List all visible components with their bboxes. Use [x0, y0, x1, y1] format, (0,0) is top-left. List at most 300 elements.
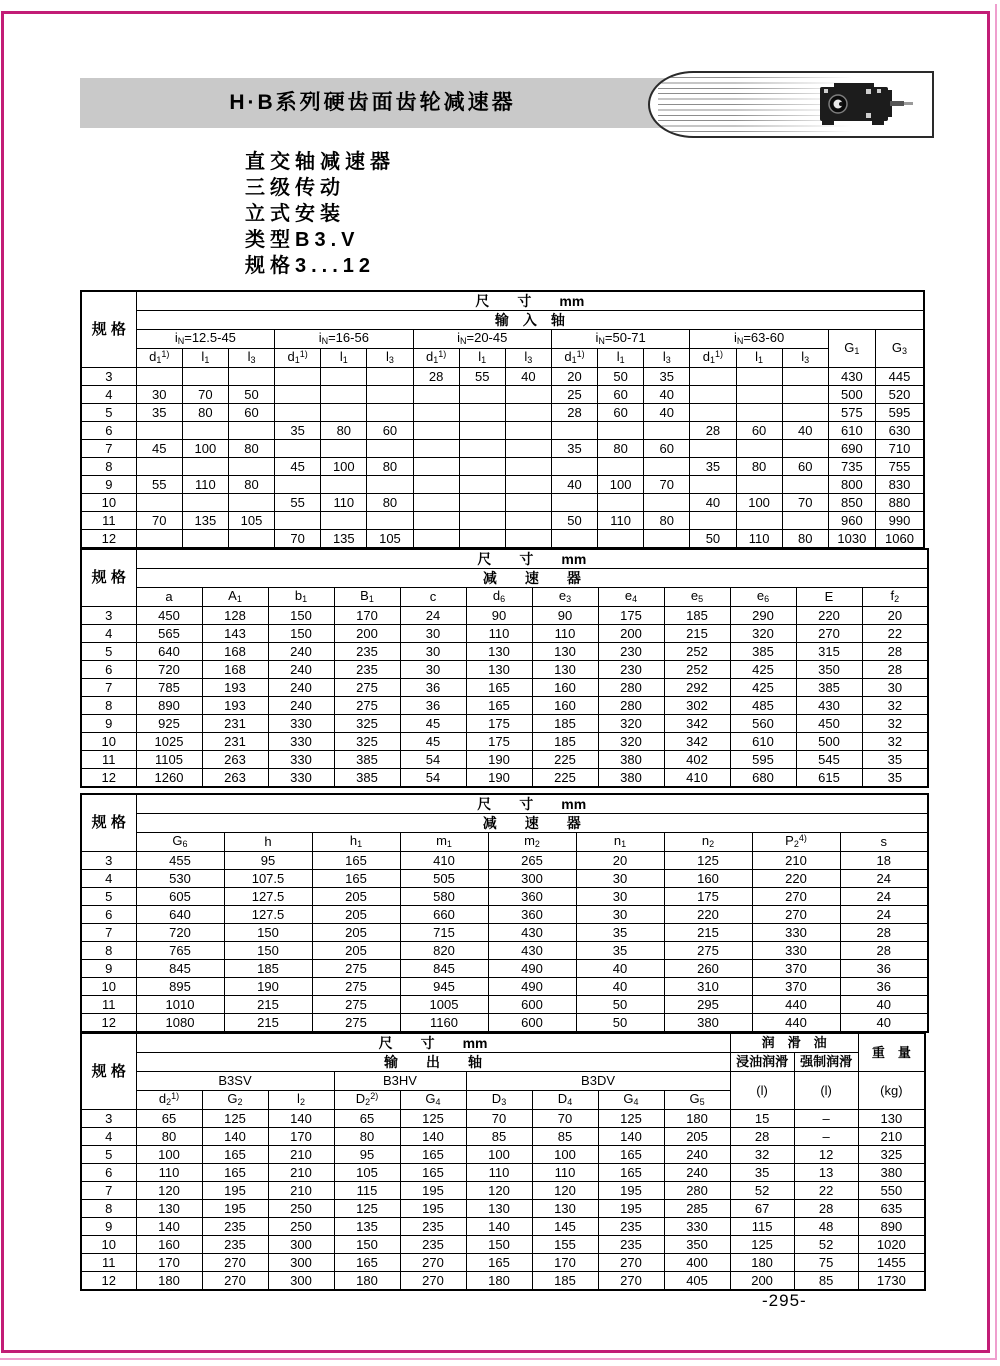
- value-cell: 270: [598, 1254, 664, 1272]
- value-cell: 40: [576, 978, 664, 996]
- spec-cell: 9: [81, 715, 136, 733]
- value-cell: 60: [782, 458, 828, 476]
- value-cell: 180: [136, 1272, 202, 1291]
- value-cell: [782, 440, 828, 458]
- value-cell: 30: [862, 679, 928, 697]
- value-cell: 190: [224, 978, 312, 996]
- value-cell: 140: [136, 1218, 202, 1236]
- value-cell: 165: [202, 1146, 268, 1164]
- col-header: $m_2$: [488, 833, 576, 852]
- value-cell: 45: [400, 715, 466, 733]
- value-cell: 130: [466, 661, 532, 679]
- value-cell: 60: [598, 386, 644, 404]
- col-header: $l_3$: [782, 349, 828, 368]
- value-cell: 175: [598, 607, 664, 625]
- value-cell: 550: [858, 1182, 925, 1200]
- value-cell: 170: [136, 1254, 202, 1272]
- value-cell: 735: [828, 458, 875, 476]
- value-cell: 150: [334, 1236, 400, 1254]
- value-cell: 127.5: [224, 906, 312, 924]
- value-cell: 70: [532, 1110, 598, 1128]
- value-cell: 275: [312, 960, 400, 978]
- value-cell: 450: [136, 607, 202, 625]
- value-cell: 325: [858, 1146, 925, 1164]
- value-cell: 300: [268, 1254, 334, 1272]
- value-cell: [459, 494, 505, 512]
- col-header: $B_1$: [334, 588, 400, 607]
- value-cell: 210: [268, 1182, 334, 1200]
- spec-cell: 9: [81, 476, 136, 494]
- value-cell: 125: [202, 1110, 268, 1128]
- value-cell: 30: [400, 661, 466, 679]
- table-row: [81, 870, 928, 888]
- value-cell: 85: [466, 1128, 532, 1146]
- table-row: [81, 625, 928, 643]
- value-cell: 430: [488, 942, 576, 960]
- value-cell: 165: [202, 1164, 268, 1182]
- value-cell: 135: [321, 530, 367, 549]
- spec-cell: 11: [81, 996, 136, 1014]
- table-row: [81, 733, 928, 751]
- spec-cell: 11: [81, 1254, 136, 1272]
- table-row: [81, 697, 928, 715]
- table-row: [81, 1254, 925, 1272]
- value-cell: 270: [400, 1254, 466, 1272]
- value-cell: 160: [532, 697, 598, 715]
- value-cell: 350: [796, 661, 862, 679]
- value-cell: 60: [644, 440, 690, 458]
- value-cell: 252: [664, 643, 730, 661]
- value-cell: 50: [228, 386, 274, 404]
- value-cell: 36: [400, 697, 466, 715]
- value-cell: 120: [136, 1182, 202, 1200]
- value-cell: [459, 512, 505, 530]
- col-header: $d_6$: [466, 588, 532, 607]
- value-cell: 110: [136, 1164, 202, 1182]
- spec-cell: 6: [81, 422, 136, 440]
- value-cell: 230: [598, 643, 664, 661]
- value-cell: 680: [730, 769, 796, 788]
- table-row: [81, 1182, 925, 1200]
- value-cell: 890: [858, 1218, 925, 1236]
- spec-cell: 12: [81, 1014, 136, 1033]
- lube-col-header: 浸油润滑: [730, 1053, 794, 1072]
- col-header: $G_6$: [136, 833, 224, 852]
- value-cell: 127.5: [224, 888, 312, 906]
- value-cell: [551, 494, 597, 512]
- table-row: [81, 512, 924, 530]
- value-cell: 180: [466, 1272, 532, 1291]
- intro-line: 立式安装: [245, 203, 345, 225]
- spec-header: 规 格: [81, 549, 136, 607]
- value-cell: 80: [182, 404, 228, 422]
- value-cell: 110: [321, 494, 367, 512]
- table-row: [81, 978, 928, 996]
- value-cell: 60: [736, 422, 782, 440]
- value-cell: 520: [875, 386, 924, 404]
- value-cell: 24: [840, 888, 928, 906]
- value-cell: 55: [275, 494, 321, 512]
- value-cell: 220: [796, 607, 862, 625]
- value-cell: 235: [400, 1218, 466, 1236]
- value-cell: 235: [202, 1218, 268, 1236]
- value-cell: 220: [752, 870, 840, 888]
- value-cell: 263: [202, 751, 268, 769]
- value-cell: 235: [400, 1236, 466, 1254]
- dim-header: 尺 寸 mm: [136, 794, 928, 814]
- value-cell: 500: [796, 733, 862, 751]
- dim-header: 尺 寸 mm: [136, 1033, 730, 1053]
- value-cell: 205: [312, 888, 400, 906]
- value-cell: 168: [202, 643, 268, 661]
- value-cell: 32: [730, 1146, 794, 1164]
- value-cell: 130: [466, 643, 532, 661]
- col-header: $d_2^{1)}$: [136, 1091, 202, 1110]
- value-cell: 145: [532, 1218, 598, 1236]
- value-cell: [551, 458, 597, 476]
- value-cell: [459, 440, 505, 458]
- value-cell: 135: [334, 1218, 400, 1236]
- value-cell: 45: [136, 440, 182, 458]
- spec-cell: 12: [81, 769, 136, 788]
- value-cell: 270: [752, 906, 840, 924]
- value-cell: 110: [598, 512, 644, 530]
- value-cell: 235: [598, 1236, 664, 1254]
- gearbox-icon: [808, 77, 918, 133]
- value-cell: [598, 530, 644, 549]
- value-cell: 80: [321, 422, 367, 440]
- table-row: [81, 476, 924, 494]
- value-cell: 315: [796, 643, 862, 661]
- value-cell: [459, 422, 505, 440]
- value-cell: 405: [664, 1272, 730, 1291]
- value-cell: 210: [268, 1146, 334, 1164]
- value-cell: 1005: [400, 996, 488, 1014]
- value-cell: 325: [334, 733, 400, 751]
- col-header: $G_3$: [875, 330, 924, 368]
- value-cell: 175: [466, 715, 532, 733]
- value-cell: 125: [400, 1110, 466, 1128]
- value-cell: [551, 422, 597, 440]
- value-cell: 54: [400, 769, 466, 788]
- value-cell: 195: [400, 1200, 466, 1218]
- spec-cell: 3: [81, 607, 136, 625]
- table-row: [81, 1110, 925, 1128]
- col-header: $l_1$: [182, 349, 228, 368]
- value-cell: 205: [312, 906, 400, 924]
- table-row: [81, 960, 928, 978]
- value-cell: 610: [828, 422, 875, 440]
- value-cell: 143: [202, 625, 268, 643]
- value-cell: [136, 530, 182, 549]
- value-cell: 35: [730, 1164, 794, 1182]
- value-cell: [321, 386, 367, 404]
- value-cell: 1080: [136, 1014, 224, 1033]
- value-cell: –: [794, 1110, 858, 1128]
- col-header: a: [136, 588, 202, 607]
- value-cell: 30: [136, 386, 182, 404]
- value-cell: 455: [136, 852, 224, 870]
- value-cell: 40: [840, 1014, 928, 1033]
- value-cell: 40: [644, 386, 690, 404]
- col-header: $e_3$: [532, 588, 598, 607]
- value-cell: [275, 386, 321, 404]
- col-header: $m_1$: [400, 833, 488, 852]
- col-header: $l_1$: [321, 349, 367, 368]
- value-cell: [505, 404, 551, 422]
- value-cell: 175: [466, 733, 532, 751]
- spec-cell: 4: [81, 1128, 136, 1146]
- spec-cell: 3: [81, 852, 136, 870]
- value-cell: 185: [664, 607, 730, 625]
- value-cell: 130: [532, 661, 598, 679]
- value-cell: 205: [664, 1128, 730, 1146]
- table-row: [81, 769, 928, 788]
- value-cell: 1160: [400, 1014, 488, 1033]
- value-cell: 800: [828, 476, 875, 494]
- col-header: $f_2$: [862, 588, 928, 607]
- value-cell: 330: [268, 733, 334, 751]
- value-cell: 240: [268, 679, 334, 697]
- value-cell: 500: [828, 386, 875, 404]
- value-cell: 70: [182, 386, 228, 404]
- value-cell: 35: [862, 751, 928, 769]
- value-cell: 50: [551, 512, 597, 530]
- value-cell: 635: [858, 1200, 925, 1218]
- value-cell: 125: [730, 1236, 794, 1254]
- value-cell: 450: [796, 715, 862, 733]
- value-cell: [413, 476, 459, 494]
- value-cell: 490: [488, 978, 576, 996]
- table-row: [81, 852, 928, 870]
- value-cell: [321, 440, 367, 458]
- value-cell: 28: [794, 1200, 858, 1218]
- value-cell: 280: [664, 1182, 730, 1200]
- value-cell: 168: [202, 661, 268, 679]
- value-cell: 40: [690, 494, 736, 512]
- value-cell: [690, 368, 736, 386]
- value-cell: 50: [576, 1014, 664, 1033]
- value-cell: 80: [228, 476, 274, 494]
- col-header: $l_1$: [459, 349, 505, 368]
- value-cell: 50: [690, 530, 736, 549]
- spec-cell: 5: [81, 643, 136, 661]
- table-row: [81, 906, 928, 924]
- spec-header: 规 格: [81, 1033, 136, 1110]
- value-cell: 120: [532, 1182, 598, 1200]
- dim-header: 尺 寸 mm: [136, 549, 928, 569]
- value-cell: 360: [488, 888, 576, 906]
- spec-header: 规 格: [81, 291, 136, 368]
- lube-unit: (l): [794, 1072, 858, 1110]
- value-cell: 105: [367, 530, 413, 549]
- group-header: B3SV: [136, 1072, 334, 1091]
- value-cell: 95: [224, 852, 312, 870]
- spec-cell: 6: [81, 1164, 136, 1182]
- value-cell: [598, 458, 644, 476]
- value-cell: 80: [367, 458, 413, 476]
- value-cell: 100: [532, 1146, 598, 1164]
- value-cell: 40: [644, 404, 690, 422]
- value-cell: [367, 386, 413, 404]
- page-number: -295-: [762, 1291, 807, 1310]
- value-cell: 13: [794, 1164, 858, 1182]
- value-cell: 205: [312, 924, 400, 942]
- value-cell: 155: [532, 1236, 598, 1254]
- lube-col-header: 强制润滑: [794, 1053, 858, 1072]
- value-cell: 36: [400, 679, 466, 697]
- outer-frame-bottom: [0, 1358, 996, 1360]
- value-cell: 380: [598, 769, 664, 788]
- value-cell: [459, 404, 505, 422]
- spec-cell: 8: [81, 697, 136, 715]
- value-cell: 160: [532, 679, 598, 697]
- value-cell: 595: [730, 751, 796, 769]
- value-cell: 240: [268, 643, 334, 661]
- value-cell: 125: [334, 1200, 400, 1218]
- value-cell: 320: [598, 715, 664, 733]
- value-cell: [413, 440, 459, 458]
- value-cell: [182, 368, 228, 386]
- value-cell: 605: [136, 888, 224, 906]
- value-cell: 195: [202, 1182, 268, 1200]
- value-cell: 193: [202, 697, 268, 715]
- section-header: 输 出 轴: [136, 1053, 730, 1072]
- value-cell: 215: [224, 996, 312, 1014]
- value-cell: 125: [598, 1110, 664, 1128]
- value-cell: [321, 404, 367, 422]
- value-cell: 610: [730, 733, 796, 751]
- value-cell: 40: [505, 368, 551, 386]
- value-cell: [598, 422, 644, 440]
- value-cell: 370: [752, 960, 840, 978]
- spec-cell: 7: [81, 679, 136, 697]
- value-cell: 130: [466, 1200, 532, 1218]
- value-cell: 165: [466, 1254, 532, 1272]
- value-cell: 170: [268, 1128, 334, 1146]
- value-cell: 755: [875, 458, 924, 476]
- value-cell: 175: [664, 888, 752, 906]
- value-cell: 45: [400, 733, 466, 751]
- value-cell: 135: [182, 512, 228, 530]
- value-cell: 20: [862, 607, 928, 625]
- table-row: [81, 924, 928, 942]
- value-cell: 215: [224, 1014, 312, 1033]
- table-row: [81, 751, 928, 769]
- value-cell: [505, 530, 551, 549]
- col-header: $G_2$: [202, 1091, 268, 1110]
- value-cell: 165: [466, 679, 532, 697]
- value-cell: 342: [664, 715, 730, 733]
- spec-cell: 8: [81, 942, 136, 960]
- value-cell: 12: [794, 1146, 858, 1164]
- value-cell: 50: [598, 368, 644, 386]
- value-cell: 210: [268, 1164, 334, 1182]
- intro-line: 规格3...12: [245, 255, 376, 277]
- value-cell: 925: [136, 715, 202, 733]
- value-cell: 231: [202, 715, 268, 733]
- lube-header: 润 滑 油: [730, 1033, 858, 1053]
- value-cell: 575: [828, 404, 875, 422]
- value-cell: 105: [334, 1164, 400, 1182]
- value-cell: 205: [312, 942, 400, 960]
- table-row: [81, 1164, 925, 1182]
- value-cell: 485: [730, 697, 796, 715]
- value-cell: [505, 512, 551, 530]
- value-cell: 165: [466, 697, 532, 715]
- table-row: [81, 458, 924, 476]
- value-cell: 80: [136, 1128, 202, 1146]
- value-cell: 342: [664, 733, 730, 751]
- value-cell: 40: [576, 960, 664, 978]
- value-cell: [736, 440, 782, 458]
- value-cell: 165: [334, 1254, 400, 1272]
- value-cell: [736, 404, 782, 422]
- value-cell: 265: [488, 852, 576, 870]
- table-row: [81, 1146, 925, 1164]
- value-cell: [413, 404, 459, 422]
- value-cell: 370: [752, 978, 840, 996]
- value-cell: [736, 368, 782, 386]
- table-input-shaft: [80, 290, 925, 546]
- value-cell: 160: [664, 870, 752, 888]
- value-cell: 24: [840, 870, 928, 888]
- table-row: [81, 888, 928, 906]
- value-cell: 430: [488, 924, 576, 942]
- value-cell: 165: [400, 1164, 466, 1182]
- value-cell: [690, 440, 736, 458]
- value-cell: 215: [664, 625, 730, 643]
- value-cell: 300: [488, 870, 576, 888]
- value-cell: 425: [730, 679, 796, 697]
- value-cell: [275, 476, 321, 494]
- group-header: $i_N=12.5-45$: [136, 330, 274, 349]
- value-cell: [505, 476, 551, 494]
- value-cell: [736, 512, 782, 530]
- group-header: $i_N=50-71$: [551, 330, 689, 349]
- value-cell: 40: [782, 422, 828, 440]
- value-cell: 70: [275, 530, 321, 549]
- value-cell: 200: [598, 625, 664, 643]
- table-row: [81, 607, 928, 625]
- value-cell: [228, 422, 274, 440]
- value-cell: 24: [840, 906, 928, 924]
- spec-cell: 3: [81, 1110, 136, 1128]
- value-cell: 350: [664, 1236, 730, 1254]
- value-cell: 22: [794, 1182, 858, 1200]
- value-cell: 252: [664, 661, 730, 679]
- value-cell: 1260: [136, 769, 202, 788]
- value-cell: 270: [202, 1254, 268, 1272]
- value-cell: 140: [268, 1110, 334, 1128]
- value-cell: 640: [136, 643, 202, 661]
- value-cell: 70: [644, 476, 690, 494]
- spec-cell: 10: [81, 494, 136, 512]
- table-row: [81, 368, 924, 386]
- value-cell: 960: [828, 512, 875, 530]
- col-header: $l_2$: [268, 1091, 334, 1110]
- value-cell: [275, 404, 321, 422]
- value-cell: 1020: [858, 1236, 925, 1254]
- value-cell: 35: [576, 942, 664, 960]
- value-cell: 890: [136, 697, 202, 715]
- value-cell: [459, 458, 505, 476]
- value-cell: 185: [224, 960, 312, 978]
- value-cell: 125: [664, 852, 752, 870]
- col-header: $l_3$: [367, 349, 413, 368]
- value-cell: 270: [598, 1272, 664, 1291]
- table-row: [81, 1128, 925, 1146]
